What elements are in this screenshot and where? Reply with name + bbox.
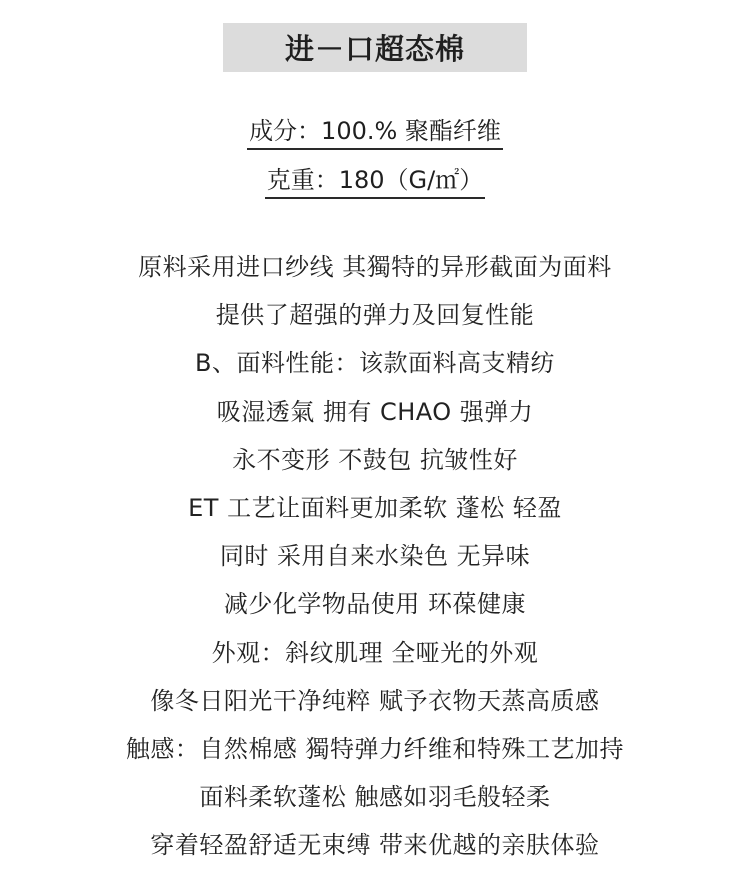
description-list: [0, 243, 750, 869]
composition-row: [0, 116, 750, 150]
title-banner: [223, 23, 527, 72]
description-line: 吸湿透氣 拥有 CHAO 强弹力: [216, 397, 534, 426]
description-line: 提供了超强的弹力及回复性能: [215, 301, 535, 330]
description-line: 永不变形 不鼓包 抗皱性好: [232, 445, 518, 474]
description-line: B、面料性能：该款面料高支精纺: [195, 349, 555, 378]
description-line: 像冬日阳光干净纯粹 赋予衣物天蒸高质感: [150, 686, 600, 715]
page-title: 进－口超态棉: [284, 32, 465, 66]
composition-text: 成分：100.% 聚酯纤维: [247, 116, 503, 150]
weight-row: [0, 165, 750, 199]
description-line: ET 工艺让面料更加柔软 蓬松 轻盈: [188, 493, 562, 522]
description-line: 面料柔软蓬松 触感如羽毛般轻柔: [199, 783, 551, 812]
description-line: 减少化学物品使用 环葆健康: [223, 590, 527, 619]
description-line: 触感：自然棉感 獨特弹力纤维和特殊工艺加持: [125, 734, 625, 763]
weight-text: 克重：180（G/㎡）: [265, 165, 486, 199]
description-line: 原料采用进口纱线 其獨特的异形截面为面料: [138, 253, 612, 281]
description-line: 外观：斜纹肌理 全哑光的外观: [211, 638, 539, 667]
description-line: 同时 采用自来水染色 无异味: [219, 542, 531, 571]
description-line: 穿着轻盈舒适无束缚 带来优越的亲肤体验: [150, 831, 600, 860]
